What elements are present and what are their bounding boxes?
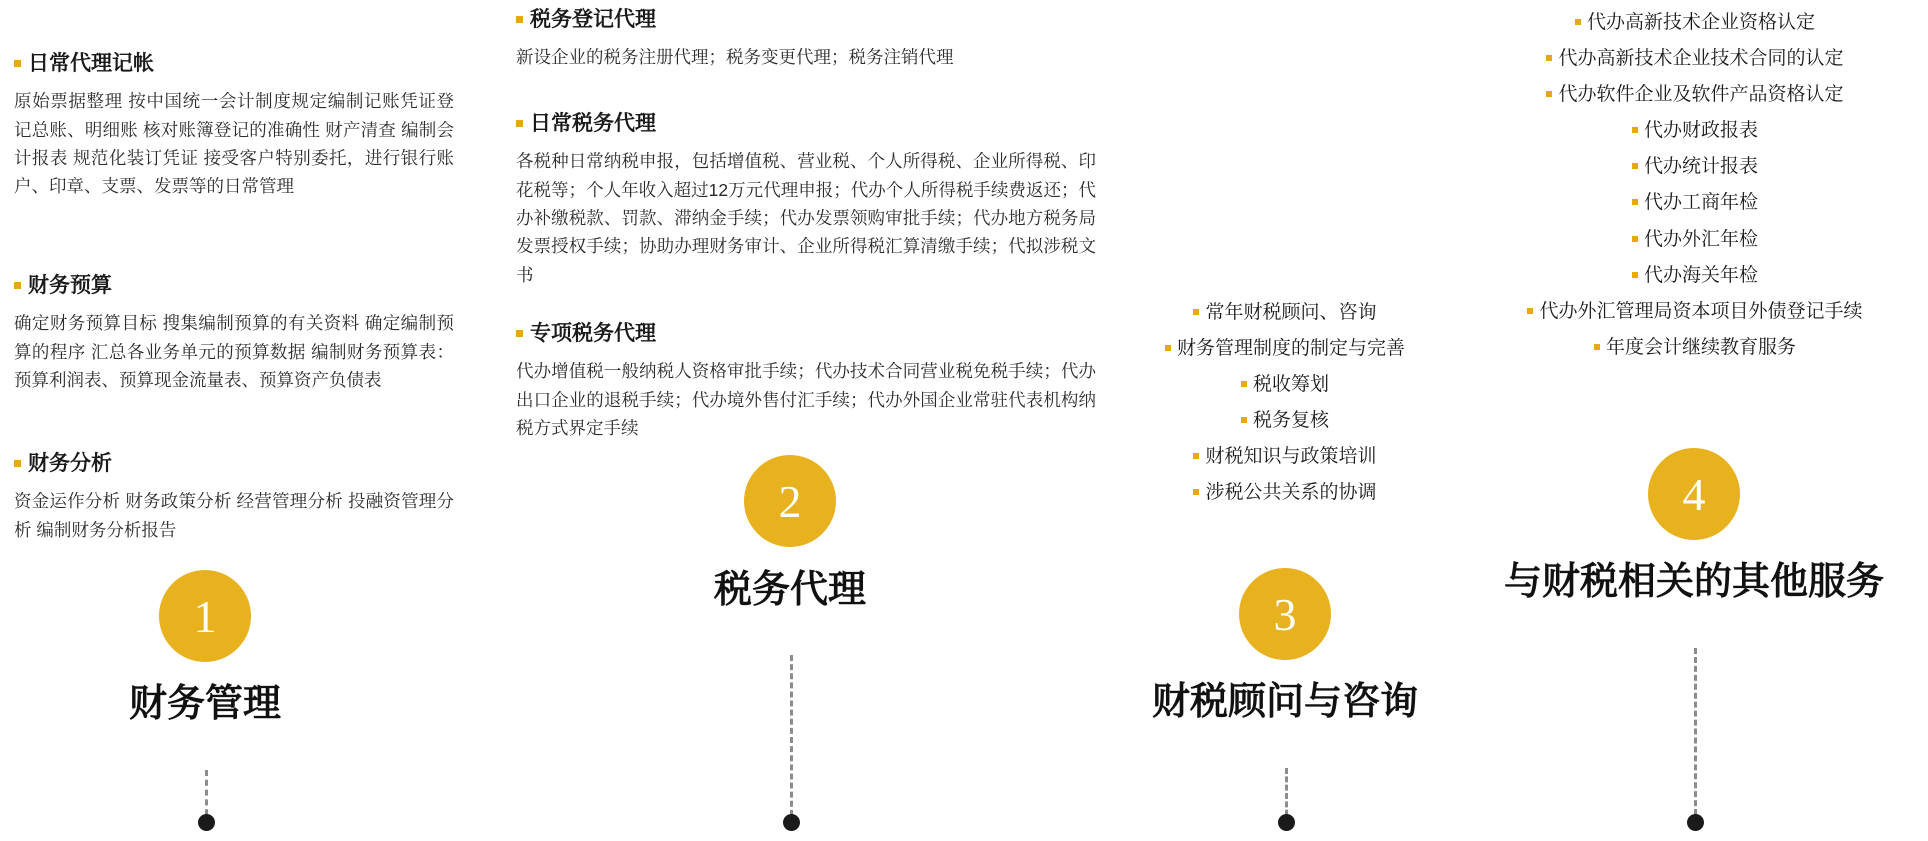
list-item — [1470, 149, 1920, 185]
square-bullet-icon — [14, 60, 21, 67]
list-item — [1470, 330, 1920, 366]
square-bullet-icon — [516, 16, 523, 23]
list-item-label: 代办高新技术企业技术合同的认定 — [1558, 48, 1844, 70]
step-label-4: 与财税相关的其他服务 — [1503, 561, 1884, 603]
square-bullet-icon — [516, 120, 523, 127]
column-tax-consulting — [1120, 0, 1470, 841]
square-bullet-icon — [1193, 309, 1199, 315]
square-bullet-icon — [1632, 163, 1638, 169]
square-bullet-icon — [1632, 236, 1638, 242]
square-bullet-icon — [1632, 127, 1638, 133]
step-circle-2 — [744, 455, 836, 547]
list-item-label: 财税知识与政策培训 — [1205, 446, 1377, 468]
list-item — [1470, 185, 1920, 221]
connector-dot-2 — [783, 814, 800, 831]
square-bullet-icon — [1575, 19, 1581, 25]
column-financial-management — [0, 0, 480, 841]
step-circle-1 — [159, 570, 251, 662]
step-circle-4 — [1648, 448, 1740, 540]
list-item — [1470, 258, 1920, 294]
step-number: 2 — [778, 475, 802, 527]
step-label-1: 财务管理 — [128, 683, 281, 725]
list-item — [1120, 367, 1450, 403]
list-item-label: 代办统计报表 — [1643, 156, 1758, 178]
block-body: 代办增值税一般纳税人资格审批手续；代办技术合同营业税免税手续；代办出口企业的退税手续；代办境外售付汇手续；代办外国企业常驻代表机构纳税方式界定手续 — [516, 361, 1096, 438]
step-label-2: 税务代理 — [713, 569, 866, 611]
list-item — [1470, 5, 1920, 41]
block-special-tax-agency — [516, 320, 1096, 442]
list-item-label: 税务复核 — [1252, 410, 1329, 432]
connector-stem-4 — [1694, 648, 1697, 824]
block-title — [14, 50, 454, 77]
block-body: 新设企业的税务注册代理；税务变更代理；税务注销代理 — [516, 47, 954, 68]
list-item — [1120, 403, 1450, 439]
list-tax-consulting — [1120, 295, 1450, 512]
square-bullet-icon — [14, 460, 21, 467]
list-item — [1470, 113, 1920, 149]
list-other-services — [1470, 5, 1920, 366]
list-item-label: 代办海关年检 — [1643, 264, 1758, 286]
square-bullet-icon — [1632, 199, 1638, 205]
list-item-label: 代办软件企业及软件产品资格认定 — [1558, 84, 1844, 106]
block-financial-budget — [14, 272, 454, 394]
list-item-label: 代办外汇管理局资本项目外债登记手续 — [1539, 300, 1863, 322]
block-daily-tax-agency — [516, 110, 1096, 289]
list-item — [1470, 41, 1920, 77]
block-title — [14, 272, 454, 299]
connector-stem-2 — [790, 655, 793, 825]
block-title-text: 专项税务代理 — [530, 322, 656, 345]
block-tax-registration-agency — [516, 6, 1096, 72]
block-body: 确定财务预算目标 搜集编制预算的有关资料 确定编制预算的程序 汇总各业务单元的预算数据 编制财务预算表：预算利润表、预算现金流量表、预算资产负债表 — [14, 313, 454, 390]
step-number: 4 — [1682, 468, 1706, 520]
list-item-label: 代办外汇年检 — [1643, 228, 1758, 250]
block-title-text: 财务预算 — [28, 274, 112, 297]
connector-dot-4 — [1687, 814, 1704, 831]
list-item — [1120, 331, 1450, 367]
list-item-label: 涉税公共关系的协调 — [1205, 482, 1377, 504]
list-item-label: 代办财政报表 — [1643, 120, 1758, 142]
block-body: 资金运作分析 财务政策分析 经营管理分析 投融资管理分析 编制财务分析报告 — [14, 491, 454, 540]
square-bullet-icon — [1241, 381, 1247, 387]
column-tax-agency — [480, 0, 1120, 841]
block-title — [516, 110, 1096, 137]
list-item — [1120, 439, 1450, 475]
list-item — [1470, 222, 1920, 258]
square-bullet-icon — [1193, 489, 1199, 495]
connector-dot-3 — [1278, 814, 1295, 831]
list-item-label: 税收筹划 — [1252, 374, 1329, 396]
list-item-label: 财务管理制度的制定与完善 — [1176, 338, 1405, 360]
square-bullet-icon — [14, 282, 21, 289]
list-item-label: 常年财税顾问、咨询 — [1205, 302, 1377, 323]
block-title-text: 日常税务代理 — [530, 112, 656, 135]
square-bullet-icon — [1632, 272, 1638, 278]
block-title — [14, 450, 454, 477]
square-bullet-icon — [1594, 344, 1600, 350]
list-item — [1120, 475, 1450, 511]
list-item-label: 代办高新技术企业资格认定 — [1586, 12, 1815, 33]
list-item-label: 年度会计继续教育服务 — [1605, 336, 1796, 358]
square-bullet-icon — [1546, 55, 1552, 61]
square-bullet-icon — [516, 330, 523, 337]
list-item — [1470, 294, 1920, 330]
list-item — [1120, 295, 1450, 331]
list-item — [1470, 77, 1920, 113]
connector-dot-1 — [198, 814, 215, 831]
block-title-text: 日常代理记帐 — [28, 52, 154, 75]
step-number: 1 — [193, 590, 217, 642]
block-title — [516, 6, 1096, 33]
square-bullet-icon — [1546, 91, 1552, 97]
square-bullet-icon — [1165, 345, 1171, 351]
column-other-services — [1470, 0, 1928, 841]
square-bullet-icon — [1241, 417, 1247, 423]
square-bullet-icon — [1193, 453, 1199, 459]
block-financial-analysis — [14, 450, 454, 544]
block-body: 原始票据整理 按中国统一会计制度规定编制记账凭证登记总账、明细账 核对账簿登记的准确性 财产清查 编制会计报表 规范化装订凭证 接受客户特别委托，进行银行账户、印章、支票、发票等的日常管理 — [14, 91, 454, 197]
block-title — [516, 320, 1096, 347]
block-body: 各税种日常纳税申报，包括增值税、营业税、个人所得税、企业所得税、印花税等；个人年收入超过12万元代理申报；代办个人所得税手续费返还；代办补缴税款、罚款、滞纳金手续；代办发票领购审批手续；代办地方税务局发票授权手续；协助办理财务审计、企业所得税汇算清缴手续；代拟涉税文书 — [516, 151, 1096, 285]
block-title-text: 财务分析 — [28, 452, 112, 475]
square-bullet-icon — [1527, 308, 1533, 314]
block-title-text: 税务登记代理 — [530, 8, 656, 31]
step-circle-3 — [1239, 568, 1331, 660]
step-label-3: 财税顾问与咨询 — [1151, 681, 1418, 723]
list-item-label: 代办工商年检 — [1643, 192, 1758, 214]
step-number: 3 — [1273, 588, 1297, 640]
block-daily-bookkeeping — [14, 50, 454, 201]
